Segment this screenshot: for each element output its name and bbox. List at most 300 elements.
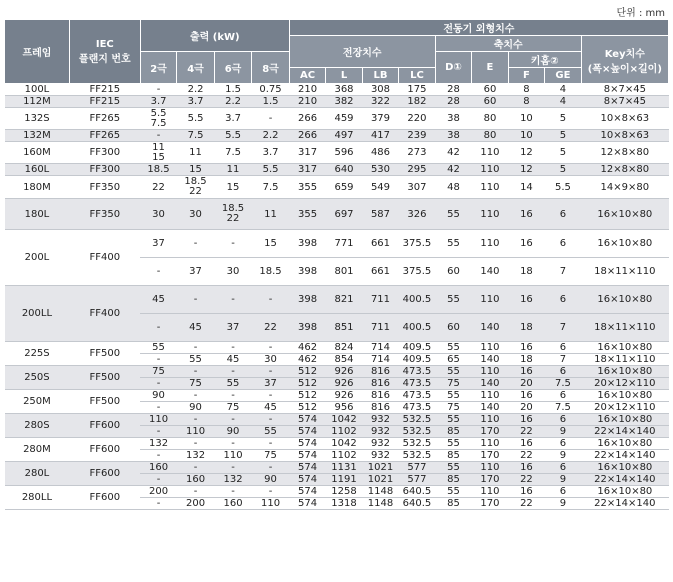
table-cell: 60 [472, 84, 508, 96]
table-cell: 1102 [326, 450, 362, 462]
table-cell: 85 [435, 498, 471, 510]
table-cell: 1.5 [214, 84, 252, 96]
table-cell: 28 [435, 96, 471, 108]
table-row [5, 414, 669, 426]
table-cell: 459 [326, 108, 362, 130]
table-cell: 22 [508, 450, 544, 462]
header-lc: LC [399, 68, 435, 84]
table-cell: - [177, 286, 215, 314]
table-cell: 1021 [362, 474, 398, 486]
table-cell: 640.5 [399, 498, 435, 510]
table-cell: - [140, 498, 176, 510]
table-cell: 4 [545, 84, 581, 96]
frame-cell: 160L [5, 164, 70, 176]
table-cell: 932 [362, 426, 398, 438]
table-cell: - [214, 390, 252, 402]
table-cell: 38 [435, 108, 471, 130]
flange-cell: FF400 [69, 286, 140, 342]
table-cell: 1102 [326, 426, 362, 438]
table-cell: - [140, 84, 176, 96]
table-cell: 55 [140, 342, 176, 354]
table-cell: 9 [545, 498, 581, 510]
table-cell: 926 [326, 366, 362, 378]
table-cell: 926 [326, 378, 362, 390]
table-cell: 11 [214, 164, 252, 176]
table-cell: 22×14×140 [581, 474, 668, 486]
table-cell: 45 [252, 402, 290, 414]
table-cell: - [214, 414, 252, 426]
table-cell: 266 [289, 130, 325, 142]
table-cell: 16 [508, 342, 544, 354]
table-row [5, 96, 669, 108]
table-cell: 90 [252, 474, 290, 486]
table-cell: 18.5 22 [214, 199, 252, 230]
table-cell: - [177, 390, 215, 402]
table-cell: 12×8×80 [581, 164, 668, 176]
table-cell: 956 [326, 402, 362, 414]
table-cell: 3.7 [214, 108, 252, 130]
table-cell: 512 [289, 366, 325, 378]
table-cell: - [177, 366, 215, 378]
table-cell: 6 [545, 462, 581, 474]
table-cell: 85 [435, 474, 471, 486]
table-cell: 1042 [326, 438, 362, 450]
table-cell: 175 [399, 84, 435, 96]
table-cell: 398 [289, 314, 325, 342]
table-cell: 16×10×80 [581, 462, 668, 474]
table-cell: 398 [289, 286, 325, 314]
table-cell: 473.5 [399, 390, 435, 402]
table-cell: - [140, 378, 176, 390]
table-cell: 6 [545, 286, 581, 314]
table-cell: 75 [214, 402, 252, 414]
table-cell: 12 [508, 164, 544, 176]
table-cell: 110 [472, 414, 508, 426]
table-cell: - [140, 258, 176, 286]
table-cell: 574 [289, 498, 325, 510]
table-cell: 2.2 [252, 130, 290, 142]
table-cell: 22 [252, 314, 290, 342]
frame-cell: 132M [5, 130, 70, 142]
table-cell: 16×10×80 [581, 438, 668, 450]
header-shaft: 축치수 [435, 36, 581, 52]
table-cell: - [140, 130, 176, 142]
table-cell: 110 [472, 366, 508, 378]
table-cell: 15 [252, 230, 290, 258]
table-cell: 854 [326, 354, 362, 366]
table-cell: - [252, 108, 290, 130]
flange-cell: FF215 [69, 96, 140, 108]
table-cell: 6 [545, 414, 581, 426]
table-cell: 110 [472, 438, 508, 450]
table-row [5, 130, 669, 142]
table-cell: - [177, 414, 215, 426]
table-cell: 512 [289, 402, 325, 414]
table-cell: - [140, 450, 176, 462]
table-cell: 132 [140, 438, 176, 450]
table-cell: 16×10×80 [581, 390, 668, 402]
table-cell: 10×8×63 [581, 130, 668, 142]
motor-dimension-table [4, 19, 669, 510]
table-cell: 530 [362, 164, 398, 176]
table-cell: 55 [435, 438, 471, 450]
table-cell: 110 [472, 486, 508, 498]
table-cell: 640.5 [399, 486, 435, 498]
table-cell: 18×11×110 [581, 314, 668, 342]
table-cell: 497 [326, 130, 362, 142]
table-cell: 16 [508, 390, 544, 402]
table-cell: 16 [508, 199, 544, 230]
table-cell: 398 [289, 230, 325, 258]
table-cell: 160 [177, 474, 215, 486]
table-cell: 220 [399, 108, 435, 130]
table-cell: 37 [252, 378, 290, 390]
table-cell: 37 [140, 230, 176, 258]
table-cell: 8×7×45 [581, 84, 668, 96]
table-cell: 926 [326, 390, 362, 402]
table-cell: 317 [289, 142, 325, 164]
flange-cell: FF600 [69, 414, 140, 438]
table-cell: 816 [362, 378, 398, 390]
table-cell: 170 [472, 474, 508, 486]
table-cell: - [214, 438, 252, 450]
table-cell: 170 [472, 498, 508, 510]
table-row [5, 342, 669, 354]
header-shaft-d: D① [435, 52, 471, 84]
frame-cell: 250S [5, 366, 70, 390]
header-pole-8: 8극 [252, 52, 290, 84]
table-cell: 16 [508, 230, 544, 258]
table-cell: 574 [289, 486, 325, 498]
table-cell: 1131 [326, 462, 362, 474]
table-cell: 20×12×110 [581, 402, 668, 414]
table-cell: 75 [177, 378, 215, 390]
table-cell: 170 [472, 450, 508, 462]
table-cell: 65 [435, 354, 471, 366]
table-cell: 75 [252, 450, 290, 462]
table-cell: 60 [472, 96, 508, 108]
table-cell: 2.2 [214, 96, 252, 108]
table-cell: 308 [362, 84, 398, 96]
table-cell: 317 [289, 164, 325, 176]
table-cell: 7.5 [177, 130, 215, 142]
table-cell: 379 [362, 108, 398, 130]
flange-cell: FF400 [69, 230, 140, 286]
table-cell: 711 [362, 286, 398, 314]
table-cell: 6 [545, 230, 581, 258]
table-cell: 532.5 [399, 438, 435, 450]
table-cell: 4 [545, 96, 581, 108]
table-cell: 587 [362, 199, 398, 230]
frame-cell: 200LL [5, 286, 70, 342]
table-cell: 140 [472, 354, 508, 366]
table-cell: 16 [508, 486, 544, 498]
table-cell: 16 [508, 462, 544, 474]
table-row [5, 142, 669, 164]
table-cell: 549 [362, 176, 398, 199]
table-cell: 160 [214, 498, 252, 510]
table-cell: 8×7×45 [581, 96, 668, 108]
table-cell: 16×10×80 [581, 342, 668, 354]
table-cell: 140 [472, 314, 508, 342]
table-cell: 12×8×80 [581, 142, 668, 164]
header-key: Key치수 (폭×높이×길이) [581, 36, 668, 84]
table-cell: 16×10×80 [581, 286, 668, 314]
flange-cell: FF300 [69, 142, 140, 164]
header-pole-4: 4극 [177, 52, 215, 84]
table-row [5, 230, 669, 258]
table-cell: - [140, 354, 176, 366]
table-cell: 45 [140, 286, 176, 314]
table-cell: 574 [289, 450, 325, 462]
flange-cell: FF215 [69, 84, 140, 96]
table-cell: 22×14×140 [581, 450, 668, 462]
table-cell: 12 [508, 142, 544, 164]
table-row [5, 199, 669, 230]
table-cell: 18.5 [252, 258, 290, 286]
table-cell: 110 [214, 450, 252, 462]
header-l: L [326, 68, 362, 84]
table-row [5, 366, 669, 378]
table-cell: - [214, 230, 252, 258]
table-cell: 5 [545, 142, 581, 164]
table-cell: - [252, 366, 290, 378]
table-cell: 210 [289, 96, 325, 108]
table-cell: 16×10×80 [581, 199, 668, 230]
table-cell: 375.5 [399, 230, 435, 258]
table-cell: 9 [545, 474, 581, 486]
table-cell: 409.5 [399, 354, 435, 366]
table-cell: 1148 [362, 498, 398, 510]
table-cell: 6 [545, 342, 581, 354]
table-cell: 16×10×80 [581, 486, 668, 498]
table-cell: - [214, 486, 252, 498]
frame-cell: 180M [5, 176, 70, 199]
table-cell: 55 [214, 378, 252, 390]
table-cell: 85 [435, 450, 471, 462]
table-cell: 0.75 [252, 84, 290, 96]
table-cell: 1.5 [252, 96, 290, 108]
table-cell: 462 [289, 342, 325, 354]
table-cell: - [177, 230, 215, 258]
table-cell: 574 [289, 438, 325, 450]
table-cell: - [177, 486, 215, 498]
table-cell: 16 [508, 286, 544, 314]
table-cell: - [252, 414, 290, 426]
table-cell: 170 [472, 426, 508, 438]
table-cell: - [252, 286, 290, 314]
table-cell: 132 [214, 474, 252, 486]
table-cell: 3.7 [252, 142, 290, 164]
table-cell: 15 [214, 176, 252, 199]
frame-cell: 225S [5, 342, 70, 366]
table-cell: 8 [508, 96, 544, 108]
table-cell: 16 [508, 438, 544, 450]
table-cell: 5 [545, 108, 581, 130]
table-cell: - [140, 314, 176, 342]
table-cell: 932 [362, 414, 398, 426]
table-cell: 532.5 [399, 450, 435, 462]
table-cell: 400.5 [399, 314, 435, 342]
table-cell: 9 [545, 426, 581, 438]
table-cell: 368 [326, 84, 362, 96]
table-cell: 22 [140, 176, 176, 199]
frame-cell: 132S [5, 108, 70, 130]
table-cell: 473.5 [399, 402, 435, 414]
table-cell: 375.5 [399, 258, 435, 286]
table-cell: 382 [326, 96, 362, 108]
table-cell: 80 [472, 108, 508, 130]
table-cell: 10 [508, 108, 544, 130]
table-cell: 55 [177, 354, 215, 366]
table-cell: 18.5 22 [177, 176, 215, 199]
table-cell: 45 [177, 314, 215, 342]
table-cell: 11 15 [140, 142, 176, 164]
table-cell: 932 [362, 450, 398, 462]
table-cell: 55 [252, 426, 290, 438]
table-cell: 932 [362, 438, 398, 450]
header-keyway: 키홈② [508, 52, 581, 68]
frame-cell: 280L [5, 462, 70, 486]
table-row [5, 438, 669, 450]
flange-cell: FF300 [69, 164, 140, 176]
table-cell: - [140, 426, 176, 438]
table-cell: 6 [545, 390, 581, 402]
table-cell: 7.5 [545, 378, 581, 390]
table-cell: 596 [326, 142, 362, 164]
table-cell: 110 [472, 286, 508, 314]
table-cell: 1318 [326, 498, 362, 510]
header-dims: 전동기 외형치수 [289, 20, 668, 36]
table-cell: - [140, 474, 176, 486]
table-cell: 266 [289, 108, 325, 130]
table-cell: - [252, 438, 290, 450]
table-cell: 532.5 [399, 426, 435, 438]
table-cell: 697 [326, 199, 362, 230]
table-cell: 60 [435, 258, 471, 286]
table-cell: 110 [252, 498, 290, 510]
flange-cell: FF500 [69, 366, 140, 390]
table-cell: - [214, 342, 252, 354]
table-cell: - [252, 342, 290, 354]
table-cell: 711 [362, 314, 398, 342]
table-cell: 22×14×140 [581, 498, 668, 510]
table-cell: 55 [435, 199, 471, 230]
table-cell: 45 [214, 354, 252, 366]
table-cell: 80 [472, 130, 508, 142]
table-cell: 16×10×80 [581, 366, 668, 378]
table-cell: 3.7 [140, 96, 176, 108]
table-cell: 110 [472, 390, 508, 402]
table-cell: 210 [289, 84, 325, 96]
table-cell: 28 [435, 84, 471, 96]
header-shaft-e: E [472, 52, 508, 84]
table-cell: - [214, 286, 252, 314]
table-cell: 714 [362, 342, 398, 354]
table-cell: 574 [289, 426, 325, 438]
table-cell: 55 [435, 286, 471, 314]
flange-cell: FF600 [69, 462, 140, 486]
table-cell: 200 [140, 486, 176, 498]
table-cell: 110 [472, 176, 508, 199]
table-cell: 7 [545, 354, 581, 366]
table-cell: 295 [399, 164, 435, 176]
table-row [5, 108, 669, 130]
table-cell: 7.5 [214, 142, 252, 164]
table-cell: 22×14×140 [581, 426, 668, 438]
frame-cell: 250M [5, 390, 70, 414]
unit-label: 단위 : mm [616, 8, 665, 19]
table-cell: 140 [472, 258, 508, 286]
table-cell: 5.5 [545, 176, 581, 199]
header-pole-6: 6극 [214, 52, 252, 84]
table-cell: 18 [508, 314, 544, 342]
table-cell: 307 [399, 176, 435, 199]
flange-cell: FF265 [69, 108, 140, 130]
header-flange: IEC 플랜지 번호 [69, 20, 140, 84]
table-cell: 771 [326, 230, 362, 258]
table-cell: 659 [326, 176, 362, 199]
table-cell: 30 [140, 199, 176, 230]
table-cell: 110 [472, 199, 508, 230]
table-cell: 22 [508, 426, 544, 438]
table-cell: 10 [508, 130, 544, 142]
table-cell: 640 [326, 164, 362, 176]
table-cell: 140 [472, 402, 508, 414]
table-cell: 18 [508, 258, 544, 286]
frame-cell: 100L [5, 84, 70, 96]
table-cell: 577 [399, 474, 435, 486]
table-cell: 140 [472, 378, 508, 390]
table-cell: 90 [140, 390, 176, 402]
table-row [5, 164, 669, 176]
table-cell: - [177, 438, 215, 450]
table-cell: 42 [435, 142, 471, 164]
table-row [5, 84, 669, 96]
flange-cell: FF350 [69, 176, 140, 199]
frame-cell: 280LL [5, 486, 70, 510]
table-cell: - [252, 486, 290, 498]
header-pole-2: 2극 [140, 52, 176, 84]
table-cell: 409.5 [399, 342, 435, 354]
table-cell: 200 [177, 498, 215, 510]
table-cell: - [140, 402, 176, 414]
flange-cell: FF350 [69, 199, 140, 230]
table-row [5, 390, 669, 402]
table-cell: 322 [362, 96, 398, 108]
table-cell: 6 [545, 486, 581, 498]
table-cell: 6 [545, 199, 581, 230]
table-cell: 7 [545, 314, 581, 342]
table-cell: 75 [435, 378, 471, 390]
table-cell: 5.5 [252, 164, 290, 176]
table-cell: 14×9×80 [581, 176, 668, 199]
table-cell: 398 [289, 258, 325, 286]
frame-cell: 180L [5, 199, 70, 230]
table-cell: 55 [435, 390, 471, 402]
table-cell: 55 [435, 230, 471, 258]
table-cell: 5 [545, 164, 581, 176]
table-cell: - [177, 342, 215, 354]
table-cell: 1191 [326, 474, 362, 486]
table-cell: 239 [399, 130, 435, 142]
table-cell: 110 [472, 230, 508, 258]
header-ac: AC [289, 68, 325, 84]
table-cell: 48 [435, 176, 471, 199]
table-cell: 661 [362, 258, 398, 286]
table-cell: 5.5 7.5 [140, 108, 176, 130]
table-cell: 417 [362, 130, 398, 142]
